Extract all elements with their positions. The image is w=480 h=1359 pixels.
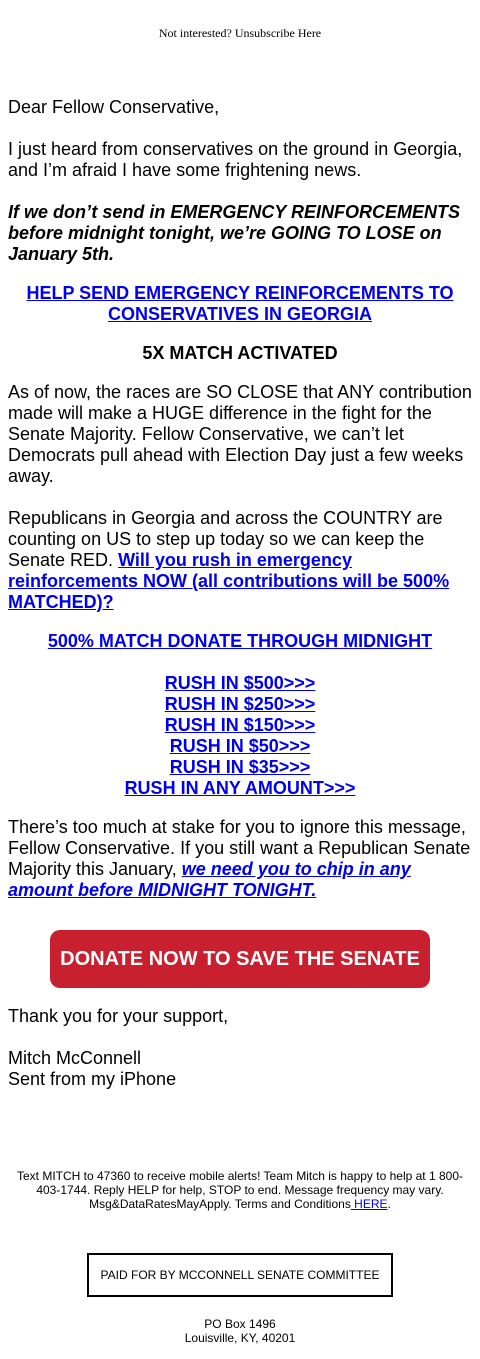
- rush-any-amount-link[interactable]: RUSH IN ANY AMOUNT>>>: [124, 778, 356, 798]
- sms-disclaimer: [0, 1169, 480, 1211]
- reinforcements-link[interactable]: HELP SEND EMERGENCY REINFORCEMENTS TO CONSERVATIVES IN GEORGIA: [26, 283, 454, 324]
- match-donate-link[interactable]: 500% MATCH DONATE THROUGH MIDNIGHT: [47, 631, 433, 651]
- donate-button-wrap: [0, 930, 480, 988]
- paragraph-stakes: [8, 817, 472, 901]
- donate-now-button[interactable]: DONATE NOW TO SAVE THE SENATE: [50, 930, 430, 988]
- email-body: [0, 97, 480, 901]
- paid-for-box: PAID FOR BY MCCONNELL SENATE COMMITTEE: [87, 1253, 394, 1297]
- match-heading: 5X MATCH ACTIVATED: [142, 343, 338, 363]
- match-link-wrap: [8, 631, 472, 652]
- emergency-reinforcements-link[interactable]: Will you rush in emergency reinforcements NOW (all contributions will be 500% MATCHED)?: [8, 550, 450, 612]
- rush-50-link[interactable]: RUSH IN $50>>>: [169, 736, 311, 756]
- paid-for-wrap: [0, 1253, 480, 1297]
- sms-period: .: [387, 1197, 391, 1211]
- paragraph-races: As of now, the races are SO CLOSE that ANY contribution made will make a HUGE difference in the fight for the Senate Majority. Fellow Conservative, we can’t let Democrats pull ahead with Election Day just a few weeks away.: [8, 382, 472, 486]
- mailing-address: [0, 1317, 480, 1345]
- stakes-text: There’s too much at stake for you to ignore this message, Fellow Conservative. If you still want a Republican Senate Majority this January,: [8, 817, 471, 879]
- counting-text: Republicans in Georgia and across the COUNTRY are counting on US to step up today so we can keep the Senate RED.: [8, 508, 443, 570]
- paragraph-counting: [8, 508, 472, 613]
- signature-device: Sent from my iPhone: [8, 1069, 177, 1089]
- sms-text: Text MITCH to 47360 to receive mobile alerts! Team Mitch is happy to help at 1 800-403-1744. Reply HELP for help, STOP to end. Message frequency may vary. Msg&DataRatesMayApply. Terms and Conditions: [17, 1169, 463, 1211]
- chip-in-link[interactable]: we need you to chip in any amount before MIDNIGHT TONIGHT.: [8, 859, 411, 900]
- greeting: Dear Fellow Conservative,: [8, 97, 220, 117]
- unsubscribe-link[interactable]: Not interested? Unsubscribe Here: [158, 26, 322, 40]
- signoff: [0, 1006, 480, 1090]
- rush-500-link[interactable]: RUSH IN $500>>>: [164, 673, 316, 693]
- reinforcements-link-wrap: [8, 283, 472, 325]
- address-line-2: Louisville, KY, 40201: [184, 1331, 296, 1345]
- terms-here-link[interactable]: HERE: [350, 1197, 388, 1211]
- address-line-1: PO Box 1496: [204, 1317, 276, 1331]
- amount-links: [8, 673, 472, 799]
- rush-250-link[interactable]: RUSH IN $250>>>: [164, 694, 316, 714]
- rush-35-link[interactable]: RUSH IN $35>>>: [169, 757, 311, 777]
- rush-150-link[interactable]: RUSH IN $150>>>: [164, 715, 316, 735]
- signature-name: Mitch McConnell: [8, 1048, 142, 1068]
- unsubscribe-bar: [0, 0, 480, 45]
- paragraph-intro: I just heard from conservatives on the ground in Georgia, and I’m afraid I have some frightening news.: [8, 139, 463, 180]
- paragraph-warning: If we don’t send in EMERGENCY REINFORCEMENTS before midnight tonight, we’re GOING TO LOSE on January 5th.: [8, 202, 461, 264]
- thanks-text: Thank you for your support,: [8, 1006, 229, 1026]
